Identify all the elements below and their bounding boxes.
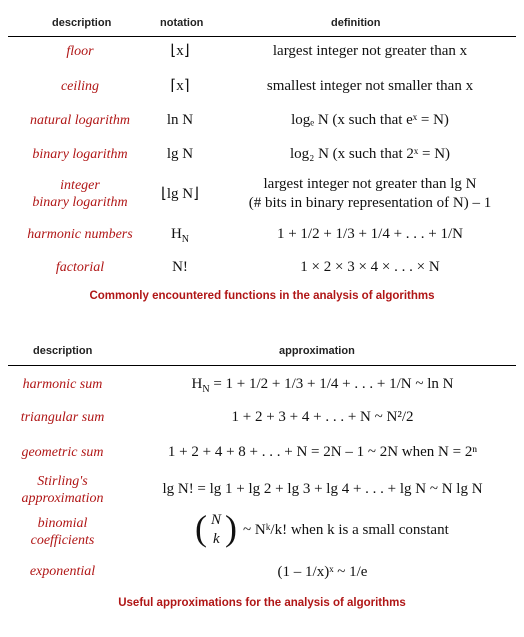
- table1-definition-integer-binary-logarithm: [225, 175, 515, 213]
- table2-name-exponential: exponential: [29, 564, 96, 579]
- table2-name-geometric-sum: geometric sum: [21, 445, 104, 460]
- table1-caption: Commonly encountered functions in the analysis of algorithms: [89, 290, 435, 302]
- table1-notation-integer-binary-logarithm: ⌊lg N⌋: [161, 186, 199, 202]
- table1-name-integer-line1: integer: [60, 178, 100, 193]
- table1-name-floor: floor: [66, 44, 94, 59]
- table2-header-approximation: approximation: [279, 345, 355, 357]
- table2-name-stirling-line2: approximation: [21, 491, 104, 506]
- binomial-bottom: k: [213, 531, 220, 547]
- table2-approx-geometric-sum: 1 + 2 + 4 + 8 + . . . + N = 2N – 1 ~ 2N when N = 2ⁿ: [167, 444, 478, 460]
- table2-approx-exponential: (1 – 1/x)ˣ ~ 1/e: [277, 564, 368, 580]
- table1-header-description: description: [52, 17, 112, 29]
- table2-header-description: description: [33, 345, 93, 357]
- table2-name-binomial-line2: coefficients: [30, 533, 95, 548]
- table1-notation-floor: ⌊x⌋: [170, 43, 190, 59]
- table2-name-triangular-sum: triangular sum: [20, 410, 105, 425]
- table1-name-ceiling: ceiling: [60, 79, 100, 94]
- binomial-right-paren: ): [225, 508, 237, 548]
- table1-definition-harmonic-numbers: 1 + 1/2 + 1/3 + 1/4 + . . . + 1/N: [276, 226, 464, 242]
- table1-notation-binary-logarithm: lg N: [166, 146, 194, 162]
- table1-definition-integer-line2: (# bits in binary representation of N) – 1: [248, 195, 492, 211]
- table1-definition-integer-line1: largest integer not greater than lg N: [263, 176, 477, 192]
- table2-approx-binomial: [195, 510, 515, 552]
- table2-approx-triangular-sum: 1 + 2 + 3 + 4 + . . . + N ~ N²/2: [231, 409, 414, 425]
- table1-definition-binary-logarithm: log₂ N (x such that 2ˣ = N): [289, 146, 451, 162]
- table1-header-rule: [8, 36, 516, 37]
- table1-notation-natural-logarithm: ln N: [166, 112, 194, 128]
- binomial-top: N: [211, 512, 222, 528]
- binomial-left-paren: (: [195, 508, 207, 548]
- table2-header-rule: [8, 365, 516, 366]
- table1-notation-ceiling: ⌈x⌉: [170, 78, 190, 94]
- table2-name-stirling: [0, 473, 125, 507]
- table2-name-binomial: [0, 515, 125, 549]
- table2-caption: Useful approximations for the analysis of algorithms: [118, 597, 406, 609]
- table1-name-natural-logarithm: natural logarithm: [30, 113, 130, 128]
- table1-definition-ceiling: smallest integer not smaller than x: [266, 78, 474, 94]
- table1-name-binary-logarithm: binary logarithm: [32, 147, 128, 162]
- table1-name-integer-binary-logarithm: [5, 177, 155, 211]
- table1-name-factorial: factorial: [55, 260, 105, 275]
- table1-definition-natural-logarithm: logₑ N (x such that eˣ = N): [291, 112, 449, 128]
- table1-name-integer-line2: binary logarithm: [32, 195, 128, 210]
- table1-name-harmonic-numbers: harmonic numbers: [27, 227, 133, 242]
- table1-header-notation: notation: [160, 17, 204, 29]
- table2-approx-stirling: lg N! = lg 1 + lg 2 + lg 3 + lg 4 + . . . + lg N ~ N lg N: [162, 481, 483, 497]
- table1-header-definition: definition: [331, 17, 381, 29]
- table1-notation-harmonic-numbers: $H_N$: [170, 226, 190, 245]
- table2-name-binomial-line1: binomial: [37, 516, 88, 531]
- table1-notation-factorial: N!: [172, 259, 188, 275]
- table1-definition-factorial: 1 × 2 × 3 × 4 × . . . × N: [300, 259, 440, 275]
- binomial-approx-text: ~ Nᵏ/k! when k is a small constant: [243, 522, 449, 538]
- table1-definition-floor: largest integer not greater than x: [272, 43, 468, 59]
- table2-name-stirling-line1: Stirling's: [37, 474, 88, 489]
- table2-approx-harmonic-sum: $H_N = 1 + 1/2 + 1/3 + 1/4$ + . . . + 1/N ~ ln N: [191, 376, 454, 395]
- table2-name-harmonic-sum: harmonic sum: [22, 377, 103, 392]
